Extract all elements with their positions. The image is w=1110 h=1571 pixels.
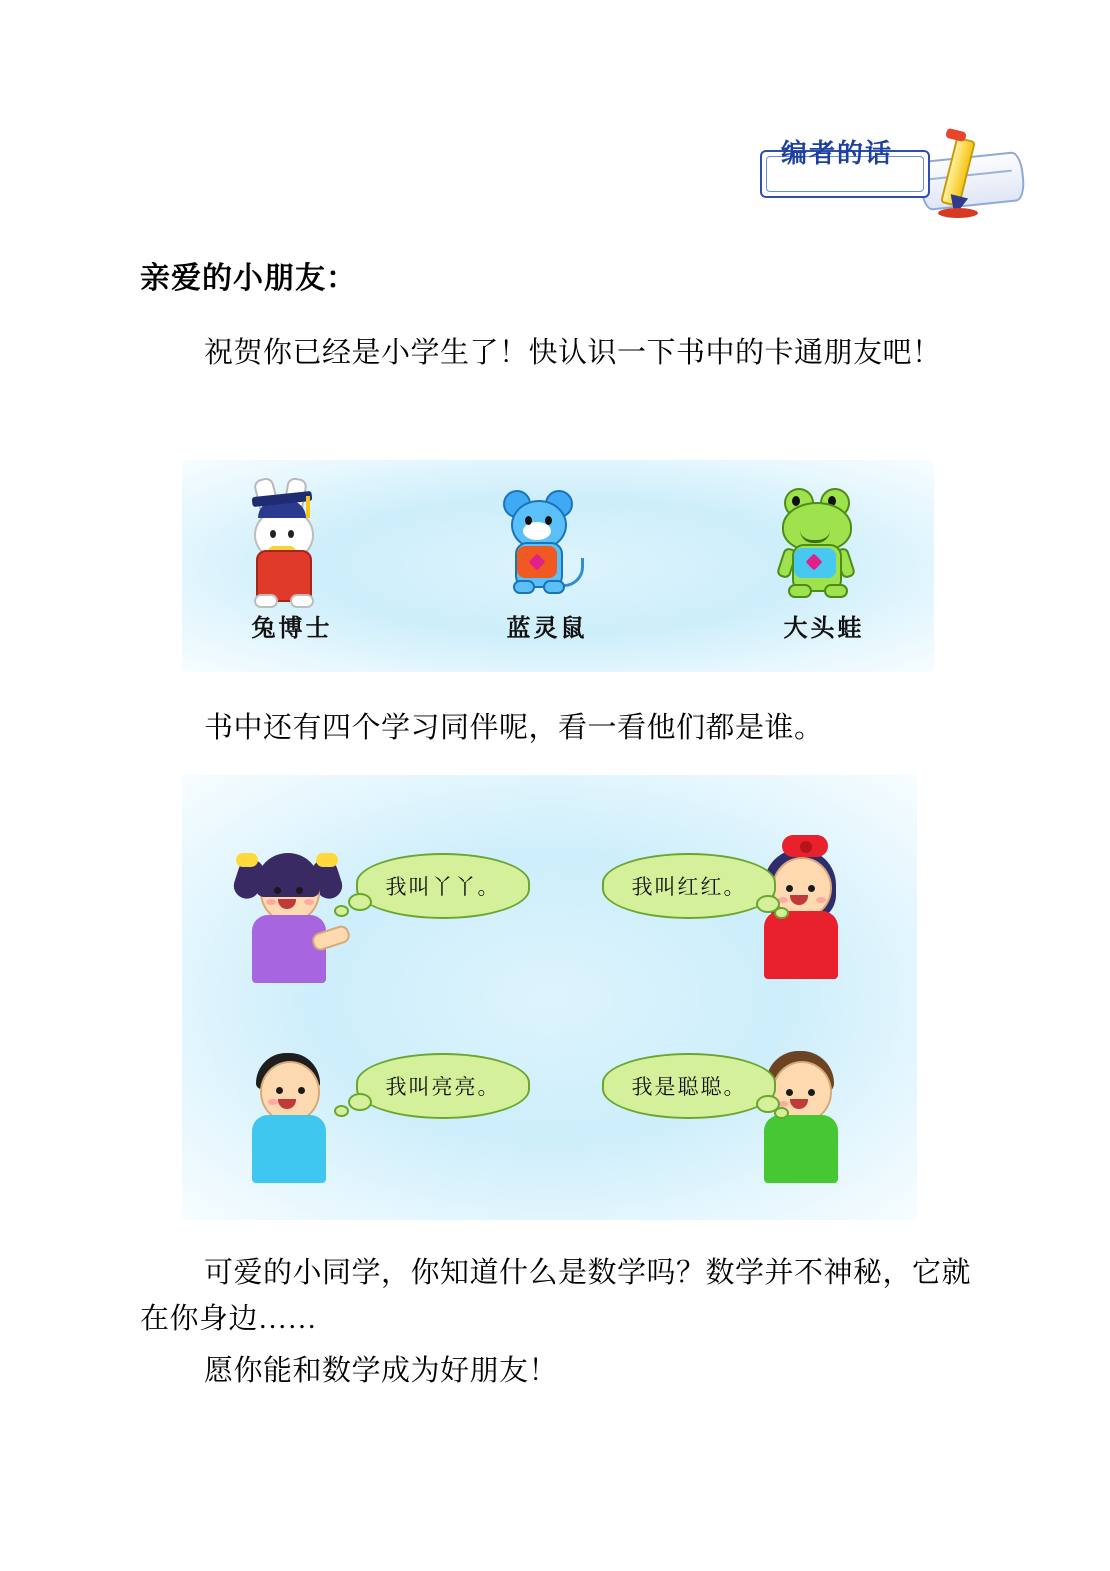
speech-bubble-liangliang-tail-small [334,1105,349,1117]
header-badge [752,130,1027,220]
speech-bubble-yaya [356,853,530,919]
speech-bubble-yaya-tail-small [334,905,349,917]
classmates-panel [182,775,917,1220]
paragraph-4: 愿你能和数学成为好朋友！ [204,1355,559,1387]
speech-bubble-yaya-tail [348,893,372,911]
scroll-decoration-icon [918,151,1027,212]
pen-cap-icon [945,128,967,143]
mascot-rabbit-label: 兔博士 [251,613,333,642]
speech-bubble-honghong-tail-small [774,907,789,919]
salutation: 亲爱的小朋友： [140,261,357,296]
header-badge-text: 编者的话 [780,139,893,169]
speech-bubble-honghong [602,853,776,919]
ink-blob-icon [938,208,978,218]
paragraph-2: 书中还有四个学习同伴呢，看一看他们都是谁。 [204,712,824,744]
boy-congcong-icon [742,1037,862,1187]
girl-yaya-icon [230,837,350,987]
mascot-frog-label: 大头蛙 [783,613,865,642]
paragraph-1: 祝贺你已经是小学生了！快认识一下书中的卡通朋友吧！ [204,337,942,369]
speech-bubble-liangliang [356,1053,530,1119]
boy-liangliang-icon [230,1037,350,1187]
mascot-mouse-label: 蓝灵鼠 [506,613,588,642]
speech-bubble-honghong-text: 我叫红红。 [631,875,747,899]
blue-mouse-icon [497,484,587,604]
big-head-frog-icon [776,486,856,606]
speech-bubble-congcong-tail-small [774,1107,789,1119]
rabbit-professor-icon [244,478,320,608]
paragraph-3: 可爱的小同学，你知道什么是数学吗？数学并不神秘，它就在你身边…… [140,1257,972,1335]
speech-bubble-liangliang-text: 我叫亮亮。 [385,1075,501,1099]
speech-bubble-congcong-text: 我是聪聪。 [631,1075,747,1099]
speech-bubble-yaya-text: 我叫丫丫。 [385,875,501,899]
speech-bubble-liangliang-tail [348,1093,372,1111]
speech-bubble-congcong [602,1053,776,1119]
mascot-panel [182,460,934,672]
